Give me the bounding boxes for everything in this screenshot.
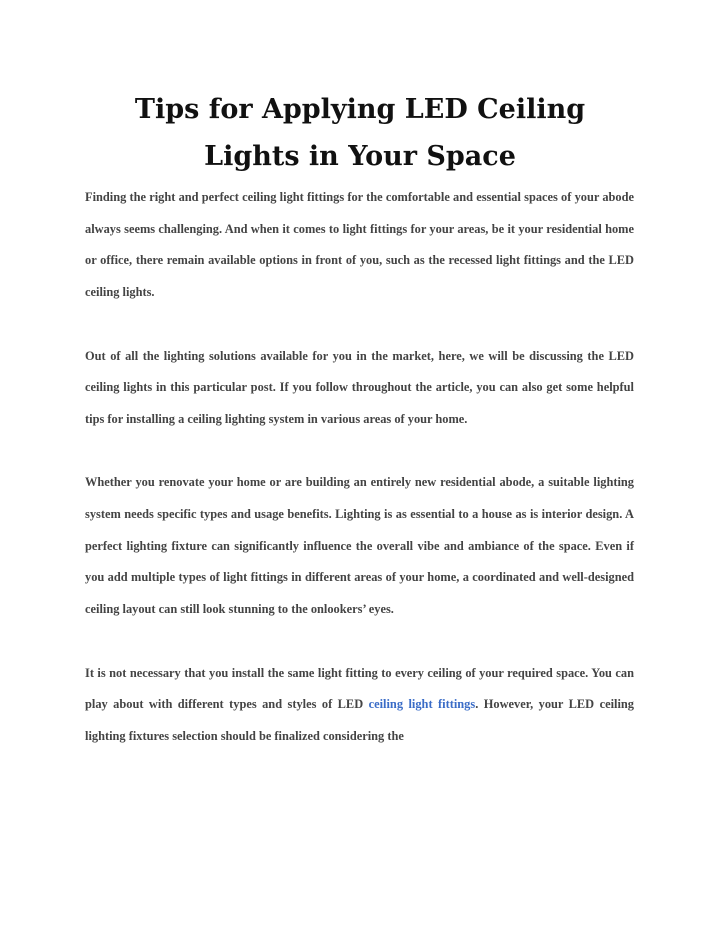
paragraph-text-before-link: It is not necessary that you install the same light fitting to every ceiling of your required space. You can play about with different types and styles of LED [85, 665, 634, 712]
paragraph-intro: Finding the right and perfect ceiling light fittings for the comfortable and essential spaces of your abode always seems challenging. And when it comes to light fittings for your areas, be it your residential home or office, there remain available options in front of you, such as the recessed light fittings and the LED ceiling lights. [85, 190, 634, 300]
paragraph-lighting-solutions: Out of all the lighting solutions available for you in the market, here, we will be discussing the LED ceiling lights in this particular post. If you follow throughout the article, you can also get some helpful tips for installing a ceiling lighting system in various areas of your home. [85, 348, 634, 426]
paragraph-text-after-link: . However, your LED ceiling lighting fixtures selection should be finalized considering the [85, 697, 634, 743]
ceiling-light-fittings-link[interactable]: ceiling light fittings [368, 697, 476, 712]
paragraph-renovation: Whether you renovate your home or are building an entirely new residential abode, a suitable lighting system needs specific types and usage benefits. Lighting is as essential to a house as is interior design. A perfect lighting fixture can significantly influence the overall vibe and ambiance of the space. Even if you add multiple types of light fittings in different areas of your home, a coordinated and well-designed ceiling layout can still look stunning to the onlookers’ eyes. [85, 475, 634, 617]
paragraph-light-fitting-styles [85, 658, 634, 753]
document-body [85, 182, 634, 753]
document-title: Tips for Applying LED Ceiling Lights in Your Space [134, 94, 586, 172]
